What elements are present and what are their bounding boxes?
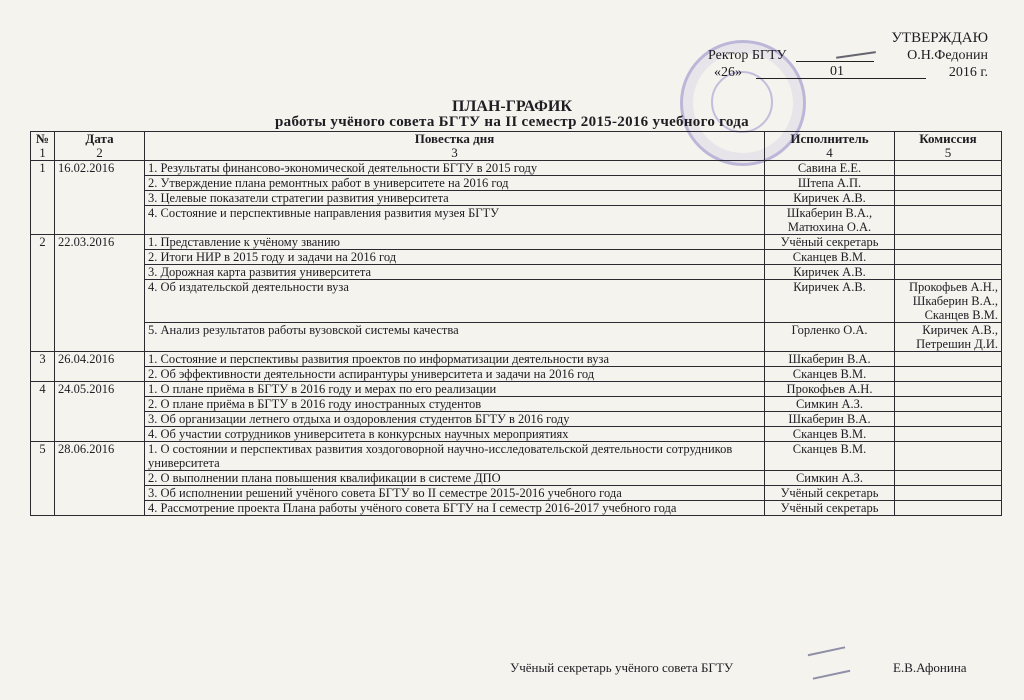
meeting-number: 2 [31, 235, 55, 352]
meeting-date: 28.06.2016 [55, 442, 145, 516]
footer-position: Учёный секретарь учёного совета БГТУ [510, 660, 734, 675]
commission [895, 176, 1002, 191]
header-row [31, 132, 1002, 161]
schedule-table [30, 131, 1002, 516]
executor: Киричек А.В. [765, 191, 895, 206]
document-subtitle: работы учёного совета БГТУ на II семестр 2015-2016 учебного года [275, 114, 749, 130]
agenda-item: 5. Анализ результатов работы вузовской системы качества [145, 323, 765, 352]
header-agenda: Повестка дня 3 [145, 132, 765, 161]
commission [895, 486, 1002, 501]
table-row [31, 161, 1002, 176]
commission [895, 265, 1002, 280]
meeting-date: 16.02.2016 [55, 161, 145, 235]
agenda-item: 1. О плане приёма в БГТУ в 2016 году и мерах по его реализации [145, 382, 765, 397]
executor: Сканцев В.М. [765, 250, 895, 265]
commission [895, 501, 1002, 516]
commission [895, 442, 1002, 471]
table-row [31, 367, 1002, 382]
agenda-item: 1. Представление к учёному званию [145, 235, 765, 250]
table-row [31, 442, 1002, 471]
table-row [31, 206, 1002, 235]
agenda-item: 4. Об участии сотрудников университета в конкурсных научных мероприятиях [145, 427, 765, 442]
commission [895, 191, 1002, 206]
signature-line [796, 61, 874, 62]
rector-name: О.Н.Федонин [907, 48, 988, 63]
executor: Симкин А.З. [765, 471, 895, 486]
approve-label: УТВЕРЖДАЮ [891, 30, 988, 46]
header-number: № 1 [31, 132, 55, 161]
table-row [31, 235, 1002, 250]
agenda-item: 3. Об организации летнего отдыха и оздоровления студентов БГТУ в 2016 году [145, 412, 765, 427]
table-row [31, 412, 1002, 427]
agenda-item: 4. Состояние и перспективные направления развития музея БГТУ [145, 206, 765, 235]
table-row [31, 280, 1002, 323]
commission [895, 206, 1002, 235]
agenda-item: 1. Результаты финансово-экономической деятельности БГТУ в 2015 году [145, 161, 765, 176]
agenda-item: 2. Итоги НИР в 2015 году и задачи на 2016 год [145, 250, 765, 265]
meeting-number: 4 [31, 382, 55, 442]
commission [895, 161, 1002, 176]
header-executor: Исполнитель 4 [765, 132, 895, 161]
executor: Симкин А.З. [765, 397, 895, 412]
commission: Прокофьев А.Н., Шкаберин В.А., Сканцев В.М. [895, 280, 1002, 323]
approval-day: «26» [714, 65, 742, 80]
executor: Горленко О.А. [765, 323, 895, 352]
header-commission: Комиссия 5 [895, 132, 1002, 161]
commission [895, 471, 1002, 486]
executor: Шкаберин В.А., Матюхина О.А. [765, 206, 895, 235]
table-row [31, 382, 1002, 397]
meeting-number: 5 [31, 442, 55, 516]
meeting-date: 22.03.2016 [55, 235, 145, 352]
executor: Киричек А.В. [765, 265, 895, 280]
agenda-item: 1. О состоянии и перспективах развития хоздоговорной научно-исследовательской деятельности сотрудников университета [145, 442, 765, 471]
executor: Шкаберин В.А. [765, 412, 895, 427]
executor: Штепа А.П. [765, 176, 895, 191]
executor: Шкаберин В.А. [765, 352, 895, 367]
executor: Киричек А.В. [765, 280, 895, 323]
agenda-item: 2. Утверждение плана ремонтных работ в университете на 2016 год [145, 176, 765, 191]
agenda-item: 2. О плане приёма в БГТУ в 2016 году иностранных студентов [145, 397, 765, 412]
table-row [31, 323, 1002, 352]
agenda-item: 4. Об издательской деятельности вуза [145, 280, 765, 323]
approval-month: 01 [830, 64, 844, 79]
document-title: ПЛАН-ГРАФИК [452, 98, 572, 115]
meeting-date: 24.05.2016 [55, 382, 145, 442]
schedule-body [31, 161, 1002, 516]
footer-name: Е.В.Афонина [893, 660, 967, 675]
agenda-item: 2. О выполнении плана повышения квалификации в системе ДПО [145, 471, 765, 486]
executor: Учёный секретарь [765, 235, 895, 250]
executor: Сканцев В.М. [765, 442, 895, 471]
table-row [31, 191, 1002, 206]
agenda-item: 3. Об исполнении решений учёного совета БГТУ во II семестре 2015-2016 учебного года [145, 486, 765, 501]
table-row [31, 250, 1002, 265]
table-row [31, 265, 1002, 280]
executor: Сканцев В.М. [765, 367, 895, 382]
table-row [31, 486, 1002, 501]
meeting-number: 3 [31, 352, 55, 382]
commission [895, 427, 1002, 442]
meeting-number: 1 [31, 161, 55, 235]
executor: Учёный секретарь [765, 501, 895, 516]
commission [895, 352, 1002, 367]
commission [895, 412, 1002, 427]
rector-title: Ректор БГТУ [708, 48, 787, 63]
table-row [31, 501, 1002, 516]
secretary-signature [808, 646, 851, 679]
executor: Савина Е.Е. [765, 161, 895, 176]
commission [895, 250, 1002, 265]
agenda-item: 2. Об эффективности деятельности аспирантуры университета и задачи на 2016 год [145, 367, 765, 382]
executor: Сканцев В.М. [765, 427, 895, 442]
table-row [31, 397, 1002, 412]
table-row [31, 427, 1002, 442]
agenda-item: 3. Дорожная карта развития университета [145, 265, 765, 280]
approval-block [678, 30, 988, 90]
commission [895, 382, 1002, 397]
executor: Учёный секретарь [765, 486, 895, 501]
commission [895, 367, 1002, 382]
approval-year: 2016 г. [948, 65, 988, 80]
table-row [31, 352, 1002, 367]
commission [895, 397, 1002, 412]
header-date: Дата 2 [55, 132, 145, 161]
agenda-item: 4. Рассмотрение проекта Плана работы учёного совета БГТУ на I семестр 2016-2017 учебного года [145, 501, 765, 516]
meeting-date: 26.04.2016 [55, 352, 145, 382]
commission [895, 235, 1002, 250]
commission: Киричек А.В., Петрешин Д.И. [895, 323, 1002, 352]
table-row [31, 176, 1002, 191]
agenda-item: 1. Состояние и перспективы развития проектов по информатизации деятельности вуза [145, 352, 765, 367]
executor: Прокофьев А.Н. [765, 382, 895, 397]
table-row [31, 471, 1002, 486]
agenda-item: 3. Целевые показатели стратегии развития университета [145, 191, 765, 206]
